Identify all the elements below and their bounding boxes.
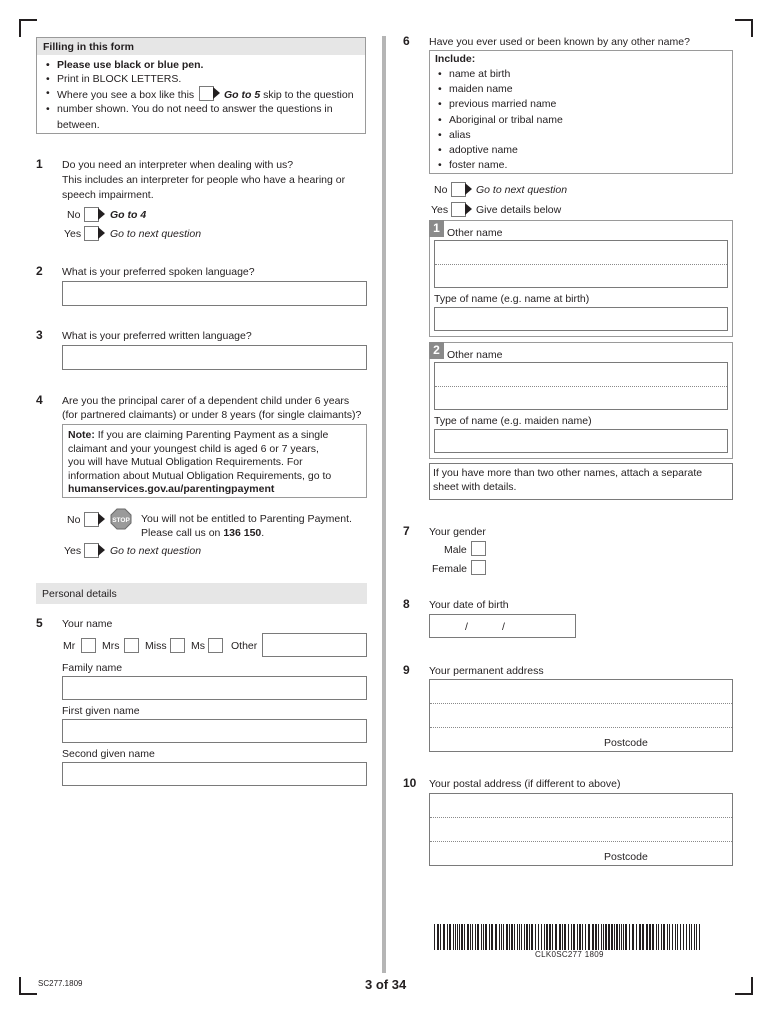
- barcode-bar: [521, 924, 522, 950]
- barcode-bar: [464, 924, 465, 950]
- barcode-bar: [608, 924, 610, 950]
- barcode-bar: [601, 924, 602, 950]
- barcode-bar: [592, 924, 594, 950]
- q6-include-item: • alias: [435, 128, 725, 143]
- title-mrs-label: Mrs: [102, 640, 120, 652]
- barcode-bar: [619, 924, 620, 950]
- barcode-bar: [571, 924, 572, 950]
- barcode-bar: [677, 924, 678, 950]
- title-other-label: Other: [231, 640, 258, 652]
- barcode-bar: [649, 924, 651, 950]
- barcode-bar: [669, 924, 670, 950]
- barcode-bar: [646, 924, 648, 950]
- barcode-bar: [652, 924, 654, 950]
- q6-more-names-line2: sheet with details.: [433, 481, 517, 493]
- barcode-bar: [683, 924, 684, 950]
- barcode-bar: [625, 924, 627, 950]
- q6-include-list: [435, 67, 725, 173]
- barcode-bar: [514, 924, 515, 950]
- barcode-bar: [598, 924, 599, 950]
- barcode-bar: [611, 924, 613, 950]
- second-given-name-label: Second given name: [62, 748, 155, 760]
- barcode-bar: [511, 924, 513, 950]
- family-name-label: Family name: [62, 662, 123, 674]
- barcode-bar: [538, 924, 539, 950]
- q6-include-item: • adoptive name: [435, 143, 725, 158]
- q6-include-item: • name at birth: [435, 67, 725, 82]
- barcode-bar: [689, 924, 690, 950]
- barcode-bar: [434, 924, 435, 950]
- barcode-bar: [658, 924, 659, 950]
- q4-number: 4: [36, 393, 43, 407]
- barcode-bar: [621, 924, 622, 950]
- first-given-name-input[interactable]: [62, 719, 367, 743]
- title-miss-checkbox[interactable]: [170, 638, 185, 653]
- q4-no-message-line2: Please call us on 136 150.: [141, 527, 265, 539]
- barcode-bar: [585, 924, 586, 950]
- filling-bullets: [43, 58, 363, 116]
- barcode-bar: [470, 924, 471, 950]
- barcode-bar: [616, 924, 618, 950]
- filling-bullet-goto: • Where you see a box like this Go to 5 skip to the question: [43, 86, 363, 102]
- first-given-name-label: First given name: [62, 705, 140, 717]
- barcode-bar: [667, 924, 668, 950]
- personal-details-heading: Personal details: [42, 588, 117, 600]
- q6-include-item: • Aboriginal or tribal name: [435, 113, 725, 128]
- barcode-bar: [603, 924, 604, 950]
- q1-question: Do you need an interpreter when dealing with us?: [62, 159, 294, 171]
- barcode-bar: [595, 924, 597, 950]
- gender-female-checkbox[interactable]: [471, 560, 486, 575]
- barcode-bar: [524, 924, 525, 950]
- barcode-bar: [579, 924, 581, 950]
- gender-female-label: Female: [432, 563, 468, 575]
- q4-no-checkbox[interactable]: [84, 512, 104, 527]
- second-given-name-input[interactable]: [62, 762, 367, 786]
- other-name-2-type-label: Type of name (e.g. maiden name): [434, 415, 592, 427]
- other-name-2-number: 2: [429, 342, 444, 359]
- barcode-bar: [549, 924, 551, 950]
- q4-no-message: You will not be entitled to Parenting Payment.: [141, 513, 352, 525]
- other-name-1-number: 1: [429, 220, 444, 237]
- other-name-1-divider: [435, 264, 727, 265]
- postal-postcode-label: Postcode: [604, 851, 648, 863]
- barcode-bar: [694, 924, 695, 950]
- q6-number: 6: [403, 34, 410, 48]
- q6-yes-checkbox[interactable]: [451, 202, 471, 217]
- barcode-bar: [499, 924, 500, 950]
- barcode-bar: [629, 924, 630, 950]
- barcode-bar: [475, 924, 476, 950]
- other-name-2-divider: [435, 386, 727, 387]
- barcode-bar: [481, 924, 482, 950]
- q4-yes-checkbox[interactable]: [84, 543, 104, 558]
- barcode-bar: [529, 924, 530, 950]
- permanent-address-line-1: [430, 703, 732, 704]
- title-other-input[interactable]: [262, 633, 367, 657]
- q5-number: 5: [36, 616, 43, 630]
- spoken-language-input[interactable]: [62, 281, 367, 306]
- q1-question-line2: This includes an interpreter for people who have a hearing or: [62, 174, 346, 186]
- gender-male-checkbox[interactable]: [471, 541, 486, 556]
- q6-more-names-line1: If you have more than two other names, attach a separate: [433, 467, 703, 479]
- barcode-bar: [661, 924, 662, 950]
- barcode-bar: [443, 924, 445, 950]
- q8-question: Your date of birth: [429, 599, 509, 611]
- other-name-1-label: Other name: [447, 227, 503, 239]
- q4-question: Are you the principal carer of a dependent child under 6 years: [62, 395, 350, 407]
- barcode-bar: [531, 924, 533, 950]
- barcode-bar: [642, 924, 644, 950]
- q1-yes-checkbox[interactable]: [84, 226, 104, 241]
- postal-address-input[interactable]: [429, 793, 733, 866]
- barcode-bar: [582, 924, 583, 950]
- other-name-1-type-label: Type of name (e.g. name at birth): [434, 293, 590, 305]
- q6-include-item: • foster name.: [435, 158, 725, 173]
- barcode-bar: [501, 924, 502, 950]
- q8-number: 8: [403, 597, 410, 611]
- q7-number: 7: [403, 524, 410, 538]
- q1-question-line3: speech impairment.: [62, 189, 154, 201]
- crop-mark-top-right: [735, 19, 753, 37]
- barcode-bar: [503, 924, 504, 950]
- barcode-bar: [467, 924, 469, 950]
- q4-note-line2: claimant and your youngest child is aged 6 or 7 years,: [68, 443, 319, 455]
- barcode-bar: [639, 924, 641, 950]
- barcode-bar: [564, 924, 566, 950]
- barcode-bar: [437, 924, 439, 950]
- q2-number: 2: [36, 264, 43, 278]
- barcode-bar: [614, 924, 615, 950]
- q10-question: Your postal address (if different to above): [429, 778, 621, 790]
- q1-no-checkbox[interactable]: [84, 207, 104, 222]
- barcode-bar: [483, 924, 484, 950]
- barcode-bar: [656, 924, 657, 950]
- barcode-bar: [447, 924, 448, 950]
- barcode-bar: [544, 924, 545, 950]
- goto-arrow-box-icon: [199, 86, 219, 101]
- barcode-bar: [636, 924, 637, 950]
- barcode-bar: [506, 924, 508, 950]
- barcode-bar: [568, 924, 569, 950]
- q4-question-line2: (for partnered claimants) or under 8 years (for single claimants)?: [62, 409, 362, 421]
- q4-note-line1: Note: If you are claiming Parenting Payment as a single: [68, 429, 329, 441]
- barcode-bar: [472, 924, 473, 950]
- filling-instructions-box: [36, 37, 366, 134]
- page-number: 3 of 34: [365, 977, 407, 992]
- other-name-2-label: Other name: [447, 349, 503, 361]
- q10-number: 10: [403, 776, 417, 790]
- barcode-bar: [491, 924, 493, 950]
- barcode-bar: [663, 924, 665, 950]
- barcode-bar: [675, 924, 676, 950]
- barcode-bar: [459, 924, 460, 950]
- written-language-input[interactable]: [62, 345, 367, 370]
- barcode-bar: [517, 924, 518, 950]
- filling-heading: Filling in this form: [43, 41, 134, 53]
- barcode-bar: [562, 924, 563, 950]
- barcode-bar: [535, 924, 536, 950]
- permanent-address-input[interactable]: [429, 679, 733, 752]
- stop-sign-icon: [110, 508, 132, 530]
- barcode-bar: [455, 924, 456, 950]
- q4-yes-label: Yes: [64, 545, 82, 557]
- barcode-bar: [453, 924, 454, 950]
- q5-question: Your name: [62, 618, 113, 630]
- q1-yes-label: Yes: [64, 228, 82, 240]
- barcode-bar: [699, 924, 700, 950]
- other-name-1-type-input[interactable]: [434, 307, 728, 331]
- crop-mark-bottom-left: [19, 977, 37, 995]
- q1-no-label: No: [67, 209, 81, 221]
- q6-no-goto: Go to next question: [476, 184, 568, 196]
- q6-yes-label: Yes: [431, 204, 449, 216]
- q1-number: 1: [36, 157, 43, 171]
- q4-note-line3: you will have Mutual Obligation Requirements. For: [68, 456, 303, 468]
- q6-include-item: • maiden name: [435, 82, 725, 97]
- barcode-bar: [696, 924, 697, 950]
- barcode-bar: [495, 924, 497, 950]
- column-divider: [382, 36, 386, 973]
- permanent-address-line-2: [430, 727, 732, 728]
- barcode-bar: [577, 924, 578, 950]
- barcode-text: CLK0SC277 1809: [535, 950, 604, 959]
- barcode-bar: [555, 924, 557, 950]
- q1-no-goto: Go to 4: [110, 209, 147, 221]
- barcode-bar: [588, 924, 590, 950]
- q6-include-item: • previous married name: [435, 97, 725, 112]
- barcode-bar: [519, 924, 520, 950]
- postal-address-line-1: [430, 817, 732, 818]
- barcode-bar: [485, 924, 487, 950]
- barcode-bar: [632, 924, 634, 950]
- q2-question: What is your preferred spoken language?: [62, 266, 255, 278]
- barcode-bar: [680, 924, 681, 950]
- barcode-bar: [605, 924, 607, 950]
- q1-yes-goto: Go to next question: [110, 228, 202, 240]
- barcode-bar: [526, 924, 528, 950]
- permanent-postcode-label: Postcode: [604, 737, 648, 749]
- q6-yes-goto: Give details below: [476, 204, 562, 216]
- svg-text:STOP: STOP: [112, 517, 130, 524]
- q3-question: What is your preferred written language?: [62, 330, 252, 342]
- filling-bullet-goto-cont2: between.: [57, 119, 100, 131]
- q7-question: Your gender: [429, 526, 486, 538]
- barcode-bar: [461, 924, 463, 950]
- q4-note-line4: information about Mutual Obligation Requirements, go to: [68, 470, 332, 482]
- title-miss-label: Miss: [145, 640, 167, 652]
- q6-question: Have you ever used or been known by any other name?: [429, 36, 690, 48]
- other-name-2-type-input[interactable]: [434, 429, 728, 453]
- barcode-bar: [546, 924, 548, 950]
- parenting-payment-link[interactable]: humanservices.gov.au/parentingpayment: [68, 483, 275, 495]
- centrelink-phone: 136 150: [223, 527, 262, 539]
- barcode-bar: [457, 924, 458, 950]
- title-ms-label: Ms: [191, 640, 205, 652]
- family-name-input[interactable]: [62, 676, 367, 700]
- barcode-bar: [559, 924, 561, 950]
- q3-number: 3: [36, 328, 43, 342]
- barcode-bar: [449, 924, 451, 950]
- q4-no-label: No: [67, 514, 81, 526]
- barcode-bar: [672, 924, 673, 950]
- barcode-bar: [541, 924, 542, 950]
- form-code: SC277.1809: [38, 979, 83, 988]
- barcode-bar: [623, 924, 624, 950]
- title-mr-label: Mr: [63, 640, 76, 652]
- filling-bullet-block: • Print in BLOCK LETTERS.: [43, 72, 363, 86]
- barcode-bar: [477, 924, 479, 950]
- q9-question: Your permanent address: [429, 665, 544, 677]
- barcode-bar: [552, 924, 553, 950]
- filling-bullet-pen: • Please use black or blue pen.: [43, 58, 363, 72]
- barcode-bar: [440, 924, 441, 950]
- q6-no-label: No: [434, 184, 448, 196]
- gender-male-label: Male: [444, 544, 467, 556]
- title-mr-checkbox[interactable]: [81, 638, 96, 653]
- postal-address-line-2: [430, 841, 732, 842]
- q6-include-heading: Include:: [435, 53, 476, 65]
- q6-no-checkbox[interactable]: [451, 182, 471, 197]
- q9-number: 9: [403, 663, 410, 677]
- title-mrs-checkbox[interactable]: [124, 638, 139, 653]
- crop-mark-bottom-right: [735, 977, 753, 995]
- barcode-image: [434, 924, 702, 950]
- dob-separator-1: /: [465, 621, 468, 633]
- q4-yes-goto: Go to next question: [110, 545, 202, 557]
- barcode-bar: [573, 924, 575, 950]
- dob-separator-2: /: [502, 621, 505, 633]
- barcode-bar: [686, 924, 687, 950]
- barcode-bar: [509, 924, 510, 950]
- filling-bullet-goto-cont: • number shown. You do not need to answer the questions in: [43, 102, 363, 116]
- crop-mark-top-left: [19, 19, 37, 37]
- barcode-bar: [489, 924, 490, 950]
- title-ms-checkbox[interactable]: [208, 638, 223, 653]
- barcode-bar: [691, 924, 692, 950]
